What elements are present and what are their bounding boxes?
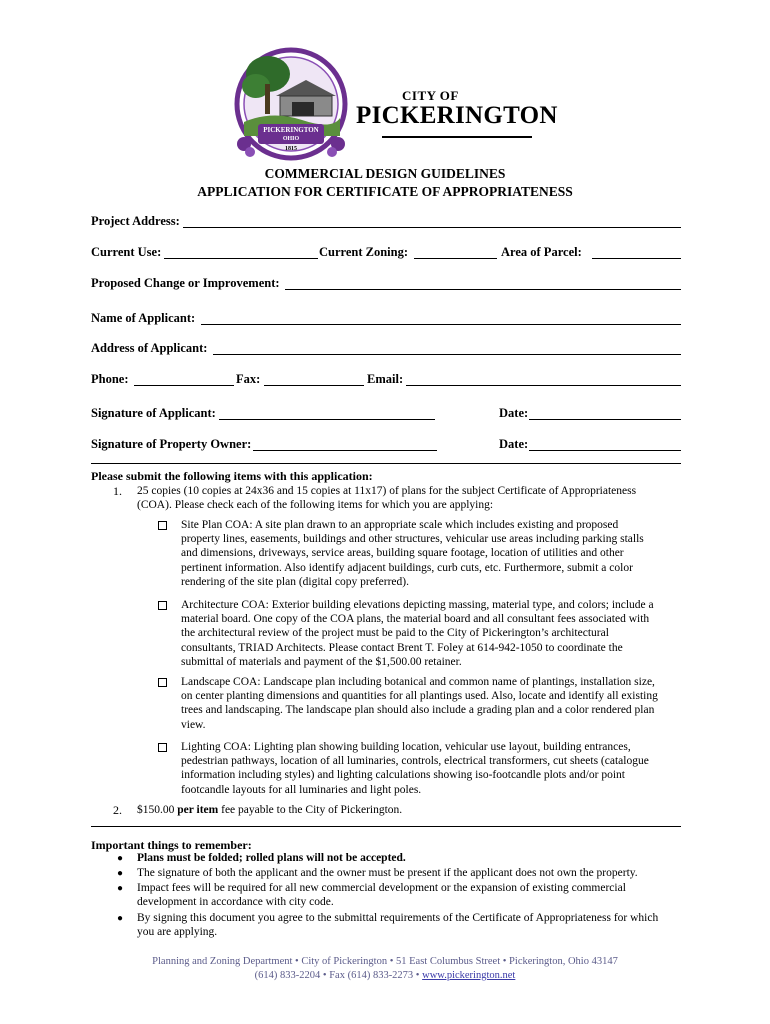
bullet-icon: ●	[117, 883, 124, 894]
date-owner-label: Date:	[499, 437, 529, 451]
remember-item-4: By signing this document you agree to the submittal requirements of the Certificate of Appropriateness for which you are applying.	[137, 912, 659, 939]
bullet-icon: ●	[117, 913, 124, 924]
section-divider-2	[91, 826, 681, 827]
item-1-line-1: 25 copies (10 copies at 24x36 and 15 copies at 11x17) of plans for the subject Certificate of Appropriateness	[137, 485, 637, 497]
architecture-checkbox[interactable]	[158, 601, 167, 610]
logo-city-of: CITY OF	[402, 88, 459, 103]
bullet-icon: ●	[117, 853, 124, 864]
architecture-text: Architecture COA: Exterior building elevations depicting massing, material type, and colors; include a material board. One copy of the COA plans, the material board and all consultant fees associated with the architectural review of the project must be paid to the City of Pickerington’s architectural consultants, TRIAD Architects. Please contact Brent T. Foley at 614-942-1050 to coordinate the submittal of materials and payment of the $1,500.00 retainer.	[181, 599, 654, 668]
item-1-line-2: (COA). Please check each of the following items for which you are applying:	[137, 499, 494, 511]
lighting-text: Lighting COA: Lighting plan showing building location, vehicular use layout, building entrances, pedestrian pathways, location of all luminaries, controls, electrical transformers, cut sheets (catalogue information including styles) and lighting calculations showing iso-footcandle plots and/or point footcandle layouts for all luminaries and light poles.	[181, 741, 649, 796]
signature-applicant-field[interactable]	[219, 419, 435, 420]
landscape-checkbox[interactable]	[158, 678, 167, 687]
address-of-applicant-field[interactable]	[213, 354, 681, 355]
proposed-change-label: Proposed Change or Improvement:	[91, 276, 280, 290]
footer-contact: (614) 833-2204 • Fax (614) 833-2273 • www.pickerington.net	[254, 970, 516, 981]
item-1-number: 1.	[113, 484, 122, 498]
email-field[interactable]	[406, 385, 681, 386]
phone-label: Phone:	[91, 372, 129, 386]
city-seal-icon	[232, 44, 350, 162]
site-plan-checkbox[interactable]	[158, 521, 167, 530]
remember-item-2: The signature of both the applicant and the owner must be present if the applicant does not own the property.	[137, 867, 638, 879]
svg-text:1815: 1815	[285, 146, 297, 152]
signature-applicant-row	[91, 406, 681, 424]
date-applicant-field[interactable]	[529, 419, 681, 420]
proposed-change-row	[91, 276, 681, 294]
area-of-parcel-field[interactable]	[592, 258, 681, 259]
remember-item-1: Plans must be folded; rolled plans will not be accepted.	[137, 852, 406, 864]
contact-row	[91, 372, 681, 390]
name-of-applicant-label: Name of Applicant:	[91, 311, 196, 325]
signature-owner-field[interactable]	[253, 450, 437, 451]
city-logo	[232, 44, 558, 162]
date-applicant-label: Date:	[499, 406, 529, 420]
phone-field[interactable]	[134, 385, 234, 386]
current-use-label: Current Use:	[91, 245, 162, 259]
bullet-icon: ●	[117, 868, 124, 879]
name-of-applicant-row	[91, 311, 681, 329]
lighting-checkbox[interactable]	[158, 743, 167, 752]
proposed-change-field[interactable]	[285, 289, 681, 290]
current-zoning-label: Current Zoning:	[319, 245, 409, 259]
section-divider	[91, 463, 681, 464]
logo-rule	[382, 136, 532, 138]
current-use-field[interactable]	[164, 258, 318, 259]
signature-owner-label: Signature of Property Owner:	[91, 437, 252, 451]
current-zoning-field[interactable]	[414, 258, 497, 259]
use-zoning-area-row	[91, 245, 681, 263]
fax-field[interactable]	[264, 385, 364, 386]
name-of-applicant-field[interactable]	[201, 324, 681, 325]
date-owner-field[interactable]	[529, 450, 681, 451]
item-2-number: 2.	[113, 803, 122, 817]
remember-item-3: Impact fees will be required for all new commercial development or the expansion of existing commercial development in accordance with city code.	[137, 882, 626, 909]
project-address-field[interactable]	[183, 227, 681, 228]
logo-city-name: PICKERINGTON	[356, 102, 558, 129]
fax-label: Fax:	[236, 372, 261, 386]
website-link[interactable]: www.pickerington.net	[422, 970, 516, 981]
document-subtitle: APPLICATION FOR CERTIFICATE OF APPROPRIATENESS	[197, 184, 573, 199]
address-of-applicant-label: Address of Applicant:	[91, 341, 208, 355]
svg-text:PICKERINGTON: PICKERINGTON	[263, 126, 319, 134]
svg-text:OHIO: OHIO	[282, 136, 300, 142]
signature-applicant-label: Signature of Applicant:	[91, 406, 216, 420]
area-of-parcel-label: Area of Parcel:	[501, 245, 582, 259]
email-label: Email:	[367, 372, 404, 386]
document-title: COMMERCIAL DESIGN GUIDELINES	[264, 166, 506, 181]
item-2-text: $150.00 per item fee payable to the City of Pickerington.	[137, 804, 403, 816]
signature-owner-row	[91, 437, 681, 455]
landscape-text: Landscape COA: Landscape plan including botanical and common name of plantings, installation size, on center planting dimensions and quantities for all plantings used. Also, locate and identify all existing trees and landscaping. The landscape plan should also include a grading plan and a color rendered plan view.	[181, 676, 658, 731]
footer-address: Planning and Zoning Department • City of Pickerington • 51 East Columbus Street • Pickerington, Ohio 43147	[152, 956, 618, 967]
site-plan-text: Site Plan COA: A site plan drawn to an appropriate scale which includes existing and proposed property lines, easements, buildings and other structures, vehicular use areas including parking stalls and dimensions, driveways, service areas, building square footage, location of utilities and other pertinent information. Also identify adjacent buildings, curb cuts, etc. Furthermore, submit a color rendering of the site plan (digital copy preferred).	[181, 519, 644, 588]
project-address-row	[91, 214, 681, 232]
submit-heading: Please submit the following items with this application:	[91, 469, 373, 483]
address-of-applicant-row	[91, 341, 681, 359]
project-address-label: Project Address:	[91, 214, 180, 228]
remember-heading: Important things to remember:	[91, 838, 252, 852]
